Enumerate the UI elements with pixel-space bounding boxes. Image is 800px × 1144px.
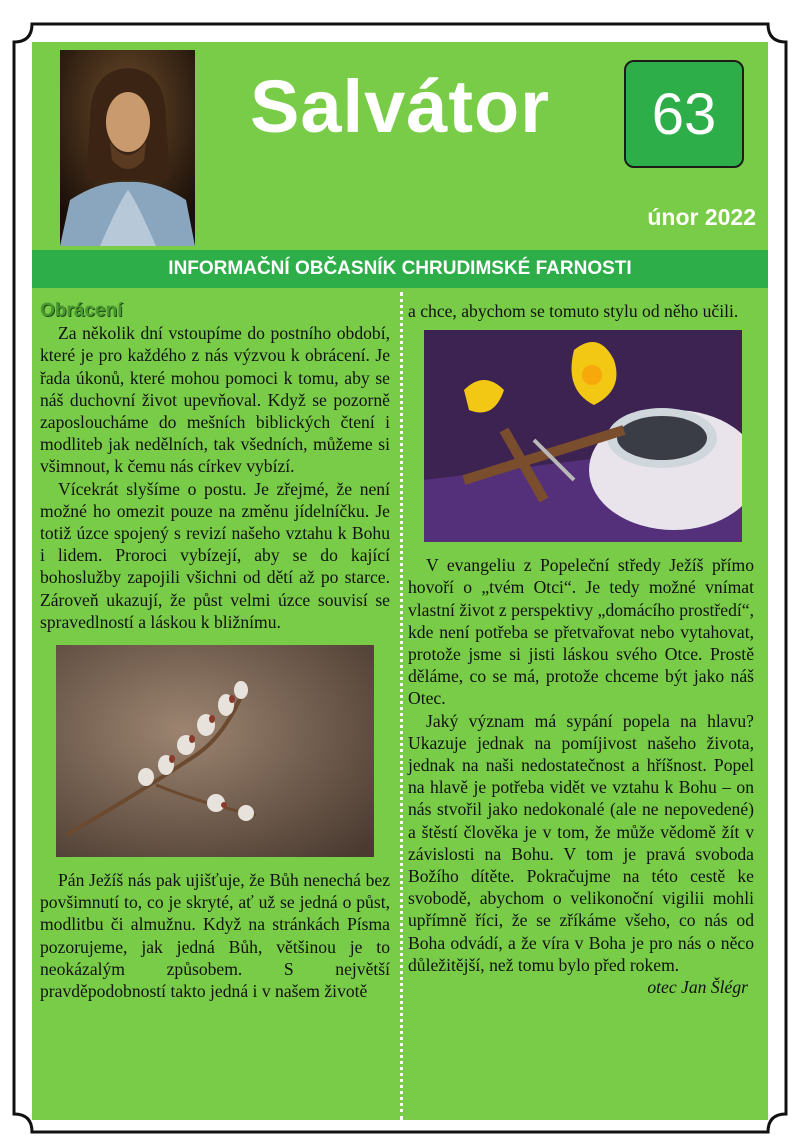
christ-portrait-image — [60, 50, 195, 246]
paragraph: Za několik dní vstoupíme do postního období, které je pro každého z nás výzvou k obrácení. Je řada úkonů, které mohou pomoci k tomu, aby se náš duchovní život upevňoval. Když se pozorně zaposloucháme do mešních biblických čtení i modliteb jak nedělních, tak všedních, můžeme si všimnout, k čemu nás církev vybízí. — [40, 323, 390, 477]
willow-catkins-photo — [56, 645, 374, 857]
article-heading: Obrácení — [40, 300, 123, 321]
paragraph: Jaký význam má sypání popela na hlavu? Ukazuje jednak na pomíjivost našeho života, jednak na naši nedostatečnost a hříšnost. Popel na hlavě je potřeba vidět ve vztahu k Bohu – on nás stvořil jako nedokonalé (ale ne nepovedené) a štěstí člověka je v tom, že může vědomě žít v závislosti na Bohu. V tom je pravá svoboda Božího dítěte. Pokračujme na této cestě ke svobodě, abychom o velikonoční vigilii mohli upřímně říci, že se zříkáme všeho, co nás od Boha odvádí, a že víra v Boha je pro nás o něco důležitější, než tomu bylo před rokem. — [408, 710, 754, 975]
newsletter-page — [32, 42, 768, 1120]
newsletter-title: Salvátor — [250, 65, 551, 148]
column-divider — [400, 292, 403, 1120]
issue-date: únor 2022 — [647, 204, 756, 230]
right-column — [408, 300, 754, 998]
paragraph: Pán Ježíš nás pak ujišťuje, že Bůh nenechá bez povšimnutí to, co je skryté, ať už se jedná o půst, modlitbu či almužnu. Když na stránkách Písma pozorujeme, jak jedná Bůh, většinou je to neokázalým způsobem. S největší pravděpodobností takto jedná i v našem životě — [40, 870, 390, 1002]
ash-wednesday-photo — [424, 330, 742, 542]
subtitle-banner: INFORMAČNÍ OBČASNÍK CHRUDIMSKÉ FARNOSTI — [32, 250, 768, 288]
issue-number-badge: 63 — [624, 60, 744, 168]
paragraph: V evangeliu z Popeleční středy Ježíš přímo hovoří o „tvém Otci“. Je tedy možné vnímat vlastní život z perspektivy „domácího prostředí“, kde není potřeba se přetvařovat nebo vytahovat, protože jsme si jisti láskou svého Otce. Prostě děláme, co se má, protože chceme být jako náš Otec. — [408, 555, 754, 709]
paragraph: Vícekrát slyšíme o postu. Je zřejmé, že není možné ho omezit pouze na změnu jídelníčku. Je totiž úzce spojený s revizí našeho vztahu k Bohu i lidem. Proroci vybízejí, aby se do kající bohoslužby zapojili všichni od dětí až po starce. Zároveň ukazují, že půst velmi úzce souvisí se spravedlností a láskou k bližnímu. — [40, 478, 390, 632]
author-signature: otec Jan Šlégr — [647, 977, 748, 998]
paragraph: a chce, abychom se tomuto stylu od něho učili. — [408, 301, 739, 321]
left-column — [40, 300, 390, 1002]
